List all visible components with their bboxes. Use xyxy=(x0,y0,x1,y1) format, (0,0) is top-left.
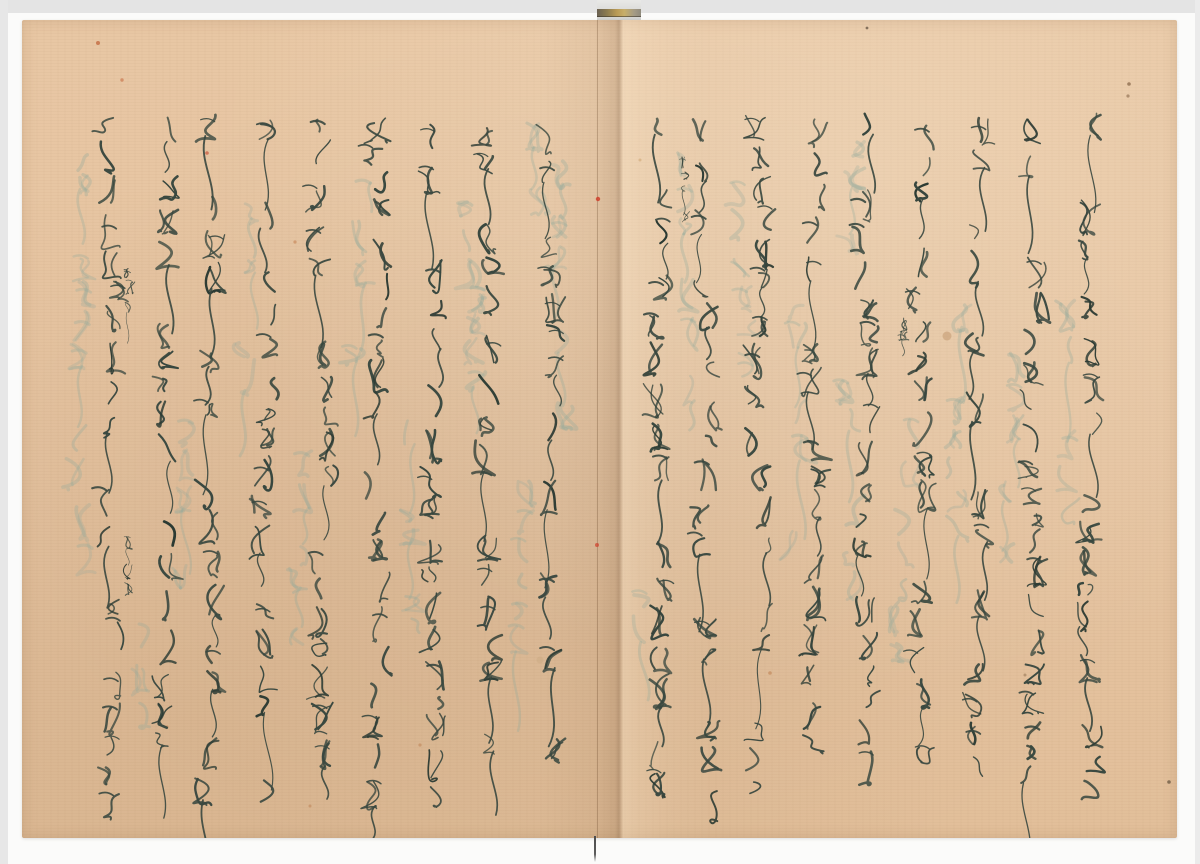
foxing-spot xyxy=(96,41,100,45)
foxing-spot xyxy=(537,657,544,664)
foxing-spot xyxy=(595,543,599,547)
foxing-spot xyxy=(943,332,952,341)
foxing-spot xyxy=(293,240,296,243)
foxing-spot xyxy=(768,671,772,675)
foxing-spots xyxy=(96,27,1171,808)
foxing-spot xyxy=(866,27,869,30)
furigana-annotations xyxy=(123,157,908,595)
foxing-spot xyxy=(1167,780,1171,784)
foxing-spot xyxy=(120,78,123,81)
foxing-spot xyxy=(596,197,600,201)
foxing-spot xyxy=(1126,94,1129,97)
foxing-spot xyxy=(1024,674,1027,677)
foxing-spot xyxy=(309,805,312,808)
calligraphy-right-page xyxy=(643,113,1105,859)
foxing-spot xyxy=(205,151,209,155)
foxing-spot xyxy=(418,743,421,746)
foxing-spot xyxy=(639,159,642,162)
calligraphy-left-page xyxy=(92,115,565,864)
foxing-spot xyxy=(1127,82,1131,86)
